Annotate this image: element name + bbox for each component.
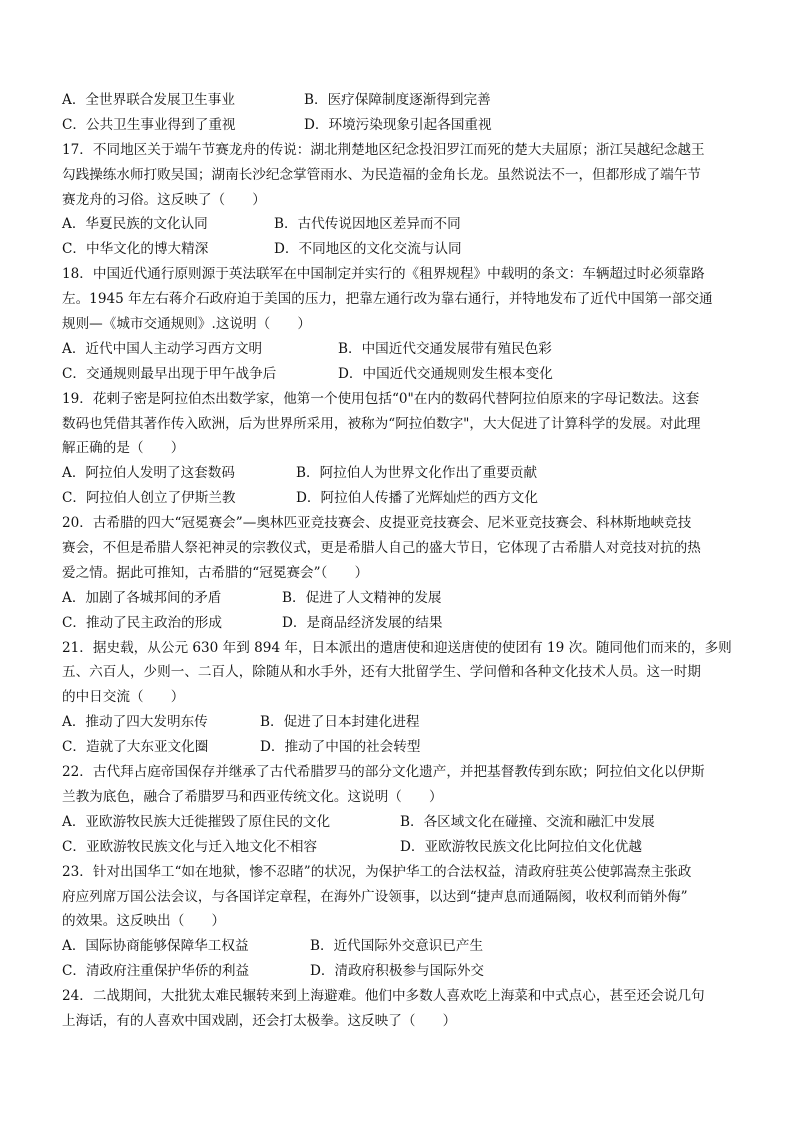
answer-options-row [62, 88, 734, 113]
question-text-line: 24．二战期间，大批犹太难民辗转来到上海避难。他们中多数人喜欢吃上海菜和中式点心，甚至还会说几句 [62, 988, 705, 1005]
answer-options-row [62, 337, 734, 362]
answer-option: B．促进了人文精神的发展 [282, 589, 442, 606]
question-text-line: 数码也凭借其著作传入欧洲，后为世界所采用，被称为“阿拉伯数字"，大大促进了计算科学的发展。对此理 [62, 415, 701, 432]
answer-option: C．阿拉伯人创立了伊斯兰教 [62, 490, 236, 507]
question-stem [62, 262, 734, 337]
answer-option: B．医疗保障制度逐渐得到完善 [304, 92, 491, 108]
answer-options-row [62, 486, 734, 511]
question-text-line: 20．古希腊的四大“冠冕赛会”—奥林匹亚竞技赛会、皮提亚竞技赛会、尼米亚竞技赛会、科林斯地峡竞技 [62, 515, 692, 532]
answer-options-row [62, 835, 734, 860]
answer-option: B．促进了日本封建化进程 [260, 714, 420, 731]
answer-option: C．亚欧游牧民族文化与迁入地文化不相容 [62, 838, 318, 855]
answer-option: B．阿拉伯人为世界文化作出了重要贡献 [296, 465, 538, 482]
question-stem [62, 636, 734, 711]
question-text-line: 23．针对出国华工“如在地狱，惨不忍睹”的状况，为保护华工的合法权益，清政府驻英公使郭嵩焘主张政 [62, 863, 692, 880]
answer-options-row [62, 237, 734, 262]
answer-option: C．造就了大东亚文化圈 [62, 739, 209, 756]
answer-option: B．近代国际外交意识已产生 [310, 938, 484, 955]
question-text-line: 五、六百人，少则一、二百人，除随从和水手外，还有大批留学生、学问僧和各种文化技术人员。这一时期 [62, 664, 701, 681]
question-text-line: 上海话，有的人喜欢中国戏剧，还会打太极拳。这反映了（ ） [62, 1012, 457, 1029]
answer-options-row [62, 461, 734, 486]
answer-options-row [62, 810, 734, 835]
answer-option: C．公共卫生事业得到了重视 [62, 116, 236, 133]
answer-option: B．中国近代交通发展带有殖民色彩 [338, 340, 552, 357]
question-text-line: 兰教为底色，融合了希腊罗马和西亚传统文化。这说明（ ） [62, 788, 443, 805]
question-text-line: 赛龙舟的习俗。这反映了（ ） [62, 191, 266, 208]
question-stem [62, 387, 734, 462]
question-text-line: 的效果。这反映出（ ） [62, 913, 226, 930]
answer-option: C．推动了民主政治的形成 [62, 614, 222, 631]
question-text-line: 勾践操练水师打败吴国；湖南长沙纪念掌管雨水、为民造福的金角长龙。虽然说法不一，但都形成了端午节 [62, 166, 701, 183]
answer-option: A．推动了四大发明东传 [62, 714, 208, 731]
question-text-line: 解正确的是（ ） [62, 440, 185, 457]
answer-option: D．不同地区的文化交流与认同 [274, 241, 462, 258]
question-text-line: 左。1945 年左右蒋介石政府迫于美国的压力，把靠左通行改为靠右通行，并特地发布了近代中国第一部交通 [62, 291, 713, 308]
answer-options-row [62, 362, 734, 387]
question-text-line: 21．据史载，从公元 630 年到 894 年，日本派出的遣唐使和迎送唐使的使团有 19 次。随同他们而来的，多则 [62, 639, 732, 656]
question-stem [62, 511, 734, 586]
question-text-line: 22．古代拜占庭帝国保存并继承了古代希腊罗马的部分文化遗产，并把基督教传到东欧；阿拉伯文化以伊斯 [62, 764, 705, 781]
answer-option: C．清政府注重保护华侨的利益 [62, 963, 250, 980]
answer-option: D．是商品经济发展的结果 [282, 614, 443, 631]
answer-option: D．推动了中国的社会转型 [260, 739, 421, 756]
answer-option: D．环境污染现象引起各国重视 [304, 116, 492, 133]
answer-option: A．阿拉伯人发明了这套数码 [62, 465, 235, 482]
answer-option: D．阿拉伯人传播了光辉灿烂的西方文化 [296, 490, 538, 507]
answer-option: A．亚欧游牧民族大迁徙摧毁了原住民的文化 [62, 813, 331, 830]
answer-option: C．交通规则最早出现于甲午战争后 [62, 365, 277, 382]
answer-option: B．古代传说因地区差异而不同 [274, 216, 461, 233]
answer-options-row [62, 212, 734, 237]
question-text-line: 赛会，不但是希腊人祭祀神灵的宗教仪式，更是希腊人自己的盛大节日，它体现了古希腊人对竞技对抗的热 [62, 540, 701, 557]
question-text-line: 19．花剌子密是阿拉伯杰出数学家，他第一个使用包括“0"在内的数码代替阿拉伯原来的字母记数法。这套 [62, 390, 700, 407]
question-stem [62, 860, 734, 935]
exam-page [62, 88, 734, 1034]
answer-option: A．加剧了各城邦间的矛盾 [62, 589, 222, 606]
answer-options-row [62, 934, 734, 959]
question-text-line: 的中日交流（ ） [62, 689, 185, 706]
question-stem [62, 984, 734, 1034]
question-stem [62, 760, 734, 810]
question-text-line: 府应列席万国公法会议，与各国详定章程，在海外广设领事，以达到“捷声息而通隔阂，收权利而销外侮” [62, 888, 688, 905]
answer-option: D．清政府积极参与国际外交 [310, 963, 485, 980]
answer-options-row [62, 735, 734, 760]
answer-option: D．中国近代交通规则发生根本变化 [338, 365, 553, 382]
answer-option: D．亚欧游牧民族文化比阿拉伯文化优越 [400, 838, 642, 855]
question-text-line: 18．中国近代通行原则源于英法联军在中国制定并实行的《租界规程》中载明的条文：车辆超过时必须靠路 [62, 266, 705, 283]
answer-option: C．中华文化的博大精深 [62, 241, 209, 258]
answer-option: A．近代中国人主动学习西方文明 [62, 340, 263, 357]
answer-options-row [62, 611, 734, 636]
answer-options-row [62, 959, 734, 984]
answer-options-row [62, 710, 734, 735]
answer-option: A．全世界联合发展卫生事业 [62, 92, 235, 108]
answer-option: B．各区域文化在碰撞、交流和融汇中发展 [400, 813, 655, 830]
answer-options-row [62, 586, 734, 611]
answer-options-row [62, 113, 734, 138]
question-text-line: 规则—《城市交通规则》.这说明（ ） [62, 316, 312, 333]
question-text-line: 17．不同地区关于端午节赛龙舟的传说：湖北荆楚地区纪念投汨罗江而死的楚大夫屈原；浙江吴越纪念越王 [62, 141, 705, 158]
answer-option: A．国际协商能够保障华工权益 [62, 938, 249, 955]
question-text-line: 爱之情。据此可推知，古希腊的“冠冕赛会”（ ） [62, 564, 369, 581]
question-stem [62, 138, 734, 213]
answer-option: A．华夏民族的文化认同 [62, 216, 208, 233]
